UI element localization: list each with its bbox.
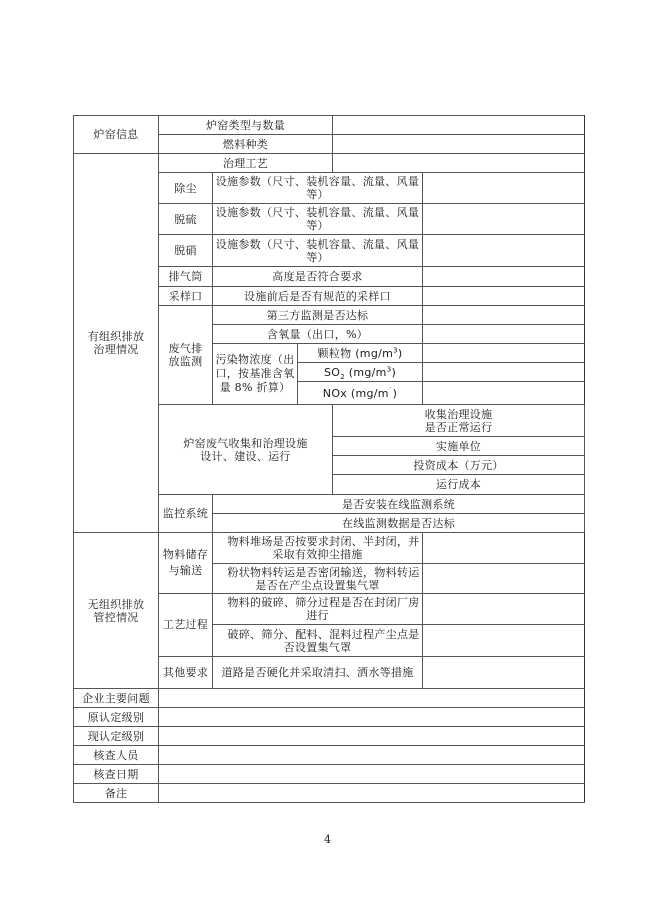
inspection-date-label: 核查日期 <box>74 765 159 784</box>
emission-monitoring-line2: 放监测 <box>168 355 203 368</box>
nox-name: NOx <box>322 386 348 400</box>
emission-monitoring-line1: 废气排 <box>168 342 203 355</box>
so2-name: SO <box>323 365 341 379</box>
facility-running-line1: 收集治理设施 <box>424 407 493 421</box>
particulate-item <box>298 344 423 363</box>
so2-item <box>298 363 423 382</box>
unorganized-emission-label <box>74 533 159 689</box>
storage-transport-category: 物料储存与输送 <box>159 533 213 594</box>
page-number: 4 <box>324 833 331 846</box>
nox-value[interactable] <box>423 382 585 405</box>
particulate-name: 颗粒物 <box>317 346 352 360</box>
remarks-row <box>74 784 585 803</box>
process-category: 工艺过程 <box>159 594 213 657</box>
unorganized-label-line2: 管控情况 <box>93 610 139 624</box>
stockyard-item: 物料堆场是否按要求封闭、半封闭，并采取有效抑尘措施 <box>213 533 423 564</box>
inspector-label: 核查人员 <box>74 746 159 765</box>
desulfurization-category: 脱硫 <box>159 204 213 235</box>
particulate-unit: (mg/m <box>355 346 394 360</box>
particulate-unit-close: ) <box>397 346 403 360</box>
emission-monitoring-category <box>159 306 213 405</box>
facility-label-line1: 炉窑废气收集和治理设施 <box>183 436 308 450</box>
so2-sub: 2 <box>340 372 345 381</box>
facility-running-line2: 是否正常运行 <box>424 420 493 434</box>
current-level-label: 现认定级别 <box>74 727 159 746</box>
crushing-enclosed-item: 物料的破碎、筛分过程是否在封闭厂房进行 <box>213 594 423 625</box>
dust-hood-item: 破碎、筛分、配料、混料过程产尘点是否设置集气罩 <box>213 625 423 657</box>
so2-unit-sup: 3 <box>386 364 392 373</box>
monitoring-system-label: 监控系统 <box>159 495 213 533</box>
organized-emission-label <box>74 154 159 533</box>
original-level-row <box>74 708 585 727</box>
third-party-item: 第三方监测是否达标 <box>213 306 423 325</box>
organized-label-line1: 有组织排放 <box>87 330 145 343</box>
inspection-form-table <box>73 115 585 803</box>
sampling-port-value[interactable] <box>423 287 585 306</box>
treatment-process-row <box>74 154 585 173</box>
fuel-type-item: 燃料种类 <box>159 135 333 154</box>
nox-unit-close: ) <box>392 386 398 400</box>
oxygen-item: 含氧量（出口，%） <box>213 325 423 344</box>
dust-hood-value[interactable] <box>423 625 585 657</box>
denitrification-item: 设施参数（尺寸、装机容量、流量、风量等） <box>213 235 423 267</box>
unorganized-label-line1: 无组织排放 <box>87 597 145 611</box>
crushing-enclosed-value[interactable] <box>423 594 585 625</box>
sampling-port-category: 采样口 <box>159 287 213 306</box>
online-data-compliant-item: 在线监测数据是否达标 <box>213 514 585 533</box>
other-requirements-category: 其他要求 <box>159 657 213 689</box>
treatment-process-value[interactable] <box>333 154 585 173</box>
organized-label-line2: 治理情况 <box>93 343 139 356</box>
stockyard-row <box>74 533 585 564</box>
fuel-type-value[interactable] <box>333 135 585 154</box>
inspection-date-value[interactable] <box>159 765 585 784</box>
kiln-info-label: 炉窑信息 <box>74 116 159 154</box>
third-party-value[interactable] <box>423 306 585 325</box>
pollutant-concentration-label: 污染物浓度（出口，按基准含氧量 8% 折算） <box>213 344 298 405</box>
online-monitor-installed-item: 是否安装在线监测系统 <box>213 495 585 514</box>
inspector-row <box>74 746 585 765</box>
particulate-unit-sup: 3 <box>393 345 398 354</box>
inspector-value[interactable] <box>159 746 585 765</box>
denitrification-value[interactable] <box>423 235 585 267</box>
implementer-item: 实施单位 <box>333 437 585 456</box>
original-level-label: 原认定级别 <box>74 708 159 727</box>
road-item: 道路是否硬化并采取清扫、洒水等措施 <box>213 657 423 689</box>
nox-item <box>298 382 423 405</box>
powder-transfer-item: 粉状物料转运是否密闭输送，物料转运是否在产尘点设置集气罩 <box>213 564 423 594</box>
dust-removal-item: 设施参数（尺寸、装机容量、流量、风量等） <box>213 173 423 204</box>
main-issues-label: 企业主要问题 <box>74 689 159 708</box>
remarks-label: 备注 <box>74 784 159 803</box>
dust-removal-value[interactable] <box>423 173 585 204</box>
desulfurization-item: 设施参数（尺寸、装机容量、流量、风量等） <box>213 204 423 235</box>
operating-cost-item: 运行成本 <box>333 475 585 495</box>
main-issues-value[interactable] <box>159 689 585 708</box>
kiln-type-row <box>74 116 585 135</box>
road-value[interactable] <box>423 657 585 689</box>
so2-unit: (mg/m <box>344 365 387 379</box>
denitrification-category: 脱硝 <box>159 235 213 267</box>
facility-label <box>159 405 333 495</box>
kiln-type-item: 炉窑类型与数量 <box>159 116 333 135</box>
nox-unit-sup: ˙ <box>388 385 393 394</box>
facility-label-line2: 设计、建设、运行 <box>200 449 291 463</box>
original-level-value[interactable] <box>159 708 585 727</box>
particulate-value[interactable] <box>423 344 585 363</box>
sampling-port-item: 设施前后是否有规范的采样口 <box>213 287 423 306</box>
stack-value[interactable] <box>423 267 585 287</box>
inspection-date-row <box>74 765 585 784</box>
current-level-value[interactable] <box>159 727 585 746</box>
investment-item: 投资成本（万元） <box>333 456 585 475</box>
main-issues-row <box>74 689 585 708</box>
dust-removal-category: 除尘 <box>159 173 213 204</box>
oxygen-value[interactable] <box>423 325 585 344</box>
desulfurization-value[interactable] <box>423 204 585 235</box>
treatment-process-item: 治理工艺 <box>159 154 333 173</box>
remarks-value[interactable] <box>159 784 585 803</box>
so2-unit-close: ) <box>391 365 397 379</box>
current-level-row <box>74 727 585 746</box>
kiln-type-value[interactable] <box>333 116 585 135</box>
so2-value[interactable] <box>423 363 585 382</box>
nox-unit: (mg/m <box>347 386 389 400</box>
facility-running-item <box>333 405 585 437</box>
stockyard-value[interactable] <box>423 533 585 564</box>
stack-item: 高度是否符合要求 <box>213 267 423 287</box>
stack-category: 排气筒 <box>159 267 213 287</box>
powder-transfer-value[interactable] <box>423 564 585 594</box>
